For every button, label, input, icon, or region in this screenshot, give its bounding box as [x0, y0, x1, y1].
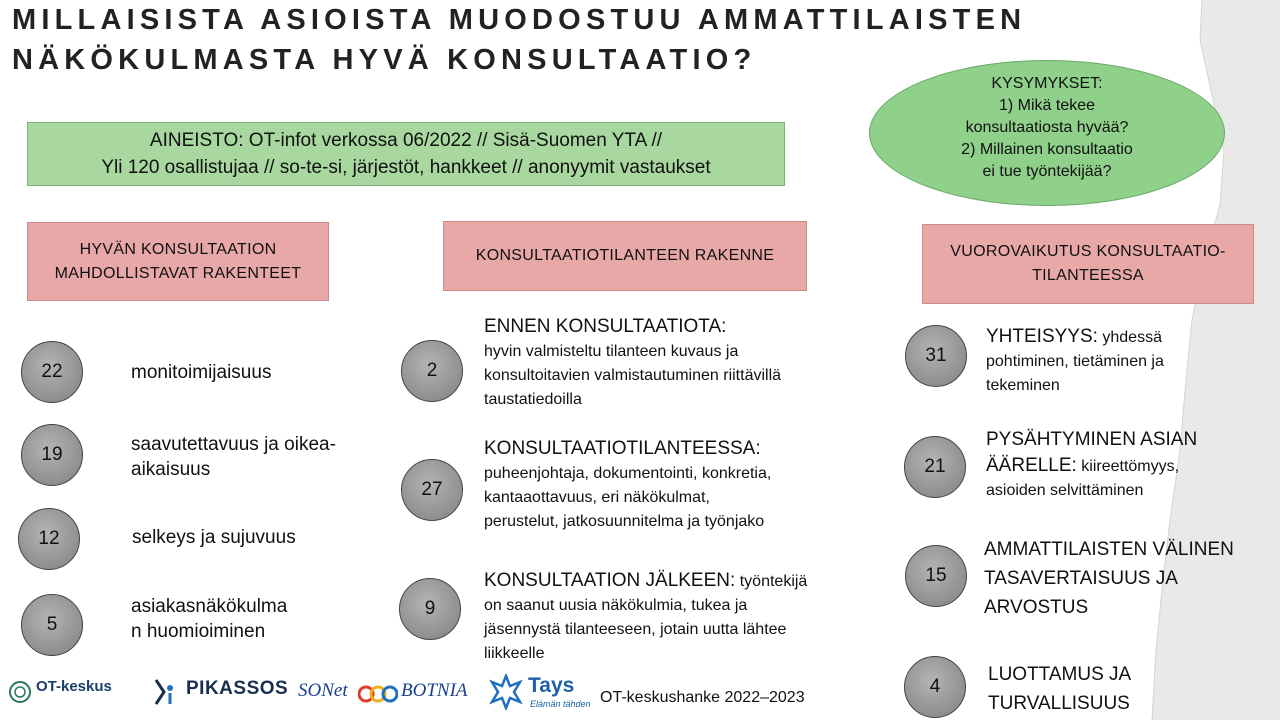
count-circle: 12	[18, 508, 80, 570]
right-item-text	[988, 660, 1131, 718]
right-item-heading: ÄÄRELLE:	[986, 455, 1077, 476]
middle-item-line: puheenjohtaja, dokumentointi, konkretia,	[484, 465, 772, 482]
question-2a: 2) Millainen konsultaatio	[961, 141, 1133, 158]
right-item-text	[984, 535, 1234, 622]
right-item-heading-tail: kiireettömyys,	[1076, 458, 1180, 475]
left-item-line: selkeys ja sujuvuus	[132, 527, 296, 548]
middle-item-heading: ENNEN KONSULTAATIOTA:	[484, 316, 727, 337]
questions-header: KYSYMYKSET:	[991, 75, 1103, 92]
logo-sonet: SONet	[298, 680, 348, 701]
middle-item-line: kantaaottavuus, eri näkökulmat,	[484, 489, 710, 506]
middle-item-heading: KONSULTAATION JÄLKEEN:	[484, 570, 736, 591]
middle-item-text	[484, 314, 781, 412]
middle-item-line: konsultoitavien valmistautuminen riittävillä	[484, 367, 782, 384]
aineisto-box	[27, 122, 785, 186]
column-header-right-line2: TILANTEESSA	[1032, 267, 1144, 284]
middle-item-line: taustatiedoilla	[484, 391, 582, 408]
left-item-line: aikaisuus	[131, 459, 211, 480]
middle-item-line: jäsennystä tilanteeseen, jotain uutta lähtee	[484, 621, 787, 638]
tays-star-icon	[488, 674, 524, 710]
left-item-line: saavutettavuus ja oikea-	[131, 434, 336, 455]
right-item-heading: PYSÄHTYMINEN ASIAN	[986, 429, 1198, 450]
right-item-line: tekeminen	[986, 377, 1060, 394]
count-circle: 31	[905, 325, 967, 387]
column-header-right-line1: VUOROVAIKUTUS KONSULTAATIO-	[950, 243, 1226, 260]
ot-keskus-emblem-icon	[8, 680, 32, 704]
aineisto-line1: AINEISTO: OT-infot verkossa 06/2022 // Sisä-Suomen YTA //	[149, 130, 663, 151]
question-1a: 1) Mikä tekee	[998, 97, 1096, 114]
left-item-line: monitoimijaisuus	[131, 362, 272, 383]
middle-item-heading: KONSULTAATIOTILANTEESSA:	[484, 438, 761, 459]
logo-tays: Tays	[528, 674, 575, 697]
left-item-text	[131, 594, 287, 644]
page-title-line2: NÄKÖKULMASTA HYVÄ KONSULTAATIO?	[12, 44, 757, 76]
count-circle: 19	[21, 424, 83, 486]
questions-ellipse	[869, 60, 1225, 206]
column-header-left-line1: HYVÄN KONSULTAATION	[79, 240, 277, 258]
count-circle: 27	[401, 459, 463, 521]
right-item-text	[986, 324, 1164, 398]
right-item-heading: YHTEISYYS:	[986, 326, 1098, 347]
question-1b: konsultaatiosta hyvää?	[965, 119, 1129, 136]
middle-item-text	[484, 568, 807, 666]
right-item-heading: ARVOSTUS	[984, 597, 1089, 618]
question-2b: ei tue työntekijää?	[982, 163, 1112, 180]
count-circle: 22	[21, 341, 83, 403]
right-item-heading-tail: yhdessä	[1097, 329, 1162, 346]
count-circle: 2	[401, 340, 463, 402]
middle-item-heading-tail: työntekijä	[735, 573, 808, 590]
right-item-line: asioiden selvittäminen	[986, 482, 1144, 499]
left-item-text	[131, 432, 336, 482]
count-circle: 4	[904, 656, 966, 718]
right-item-line: pohtiminen, tietäminen ja	[986, 353, 1164, 370]
aineisto-line2: Yli 120 osallistujaa // so-te-si, järjestöt, hankkeet // anonyymit vastaukset	[101, 157, 711, 178]
left-item-text	[131, 360, 271, 385]
column-header-left-line2: MAHDOLLISTAVAT RAKENTEET	[54, 264, 302, 282]
count-circle: 15	[905, 545, 967, 607]
column-header-middle-text: KONSULTAATIOTILANTEEN RAKENNE	[475, 247, 775, 264]
logo-botnia: BOTNIA	[401, 680, 468, 701]
left-item-line: n huomioiminen	[131, 621, 266, 642]
right-item-text	[986, 427, 1197, 503]
left-item-line: asiakasnäkökulma	[131, 596, 288, 617]
middle-item-line: on saanut uusia näkökulmia, tukea ja	[484, 597, 748, 614]
middle-item-line: liikkeelle	[484, 645, 545, 662]
footer-project: OT-keskushanke 2022–2023	[600, 689, 805, 706]
right-item-heading: LUOTTAMUS JA	[988, 664, 1132, 685]
botnia-rings-icon	[358, 684, 398, 704]
middle-item-line: perustelut, jatkosuunnitelma ja työnjako	[484, 513, 765, 530]
middle-item-text	[484, 436, 771, 534]
count-circle: 9	[399, 578, 461, 640]
logo-tays-subtitle: Elämän tähden	[530, 699, 591, 709]
logo-ot-keskus: OT-keskus	[36, 678, 112, 695]
logo-pikassos: PIKASSOS	[186, 678, 289, 699]
right-item-heading: TASAVERTAISUUS JA	[984, 568, 1178, 589]
column-header-left	[27, 222, 329, 301]
count-circle: 21	[904, 436, 966, 498]
middle-item-line: hyvin valmisteltu tilanteen kuvaus ja	[484, 343, 739, 360]
column-header-right	[922, 224, 1254, 304]
column-header-middle	[443, 221, 807, 291]
page-title-line1: MILLAISISTA ASIOISTA MUODOSTUU AMMATTILAISTEN	[12, 4, 1027, 36]
right-item-heading: AMMATTILAISTEN VÄLINEN	[984, 539, 1234, 560]
count-circle: 5	[21, 594, 83, 656]
pikassos-emblem-icon	[150, 676, 182, 708]
left-item-text	[132, 525, 296, 550]
right-item-heading: TURVALLISUUS	[988, 693, 1130, 714]
